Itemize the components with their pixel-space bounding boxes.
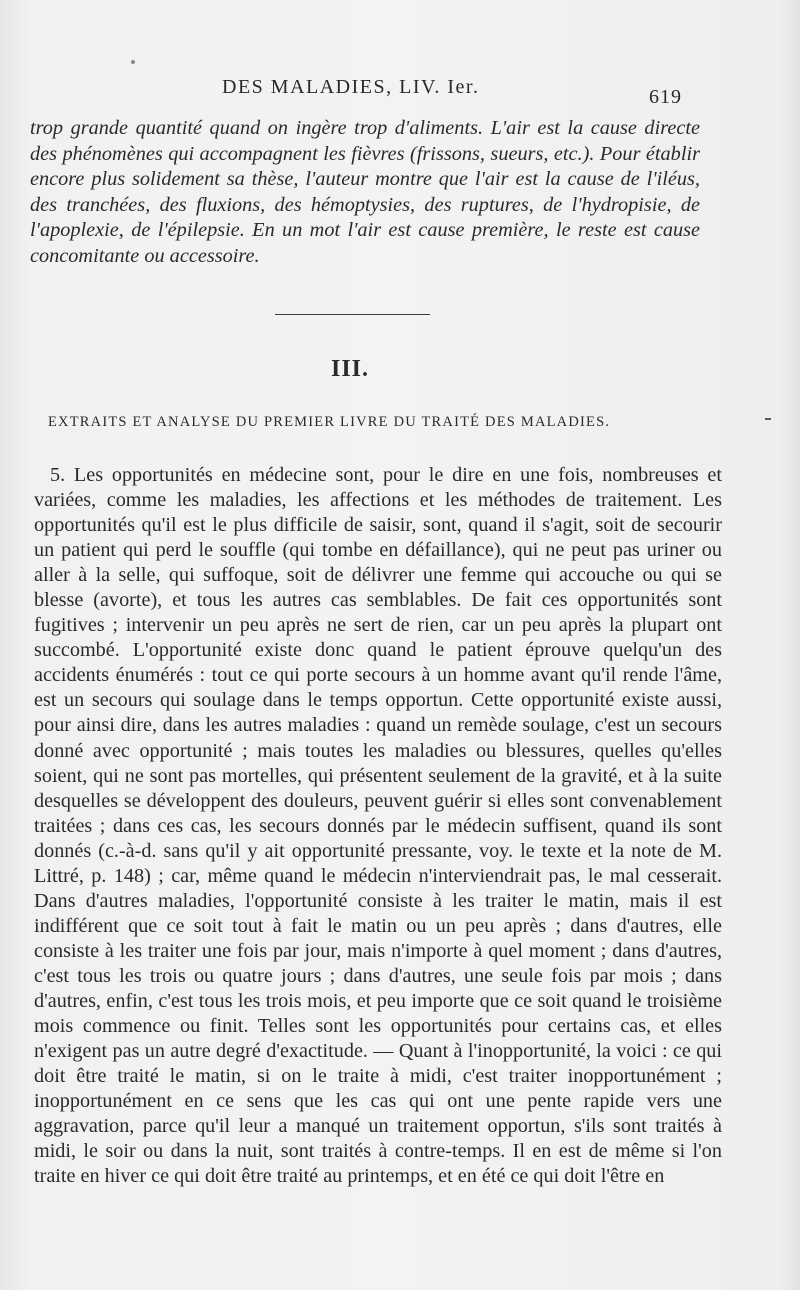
running-title: DES MALADIES, LIV. Ier. <box>222 76 480 98</box>
page-number: 619 <box>649 86 682 108</box>
body-text <box>34 463 722 1189</box>
ink-speck <box>131 60 135 64</box>
section-title: EXTRAITS ET ANALYSE DU PREMIER LIVRE DU TRAITÉ DES MALADIES. <box>48 414 611 430</box>
section-divider <box>275 314 430 315</box>
section-number: III. <box>330 356 370 382</box>
margin-mark <box>765 418 771 420</box>
body-paragraph: 5. Les opportunités en médecine sont, pour le dire en une fois, nombreuses et variées, comme les maladies, les affections et les méthodes de traitement. Les opportunités qu'il est le plus difficile de saisir, sont, quand il s'agit, soit de secourir un patient qui perd le souffle (qui tombe en défaillance), qui ne peut pas uriner ou aller à la selle, qui suffoque, soit de délivrer une femme qui accouche ou qui se blesse (avorte), et tous les autres cas semblables. De fait ces opportunités sont fugitives ; intervenir un peu après ne sert de rien, car un peu après la plupart ont succombé. L'opportunité existe donc quand le patient éprouve quelqu'un des accidents énumérés : tout ce qui porte secours à un homme avant qu'il rende l'âme, est un secours qui soulage dans le temps opportun. Cette opportunité existe aussi, pour ainsi dire, dans les autres maladies : quand un remède soulage, c'est un secours donné avec opportunité ; mais toutes les maladies ou blessures, quelles qu'elles soient, qui ne sont pas mortelles, qui présentent seulement de la gravité, et à la suite desquelles se développent des douleurs, peuvent guérir si elles sont convenablement traitées ; dans ces cas, les secours donnés par le médecin suffisent, quand ils sont donnés (c.-à-d. sans qu'il y ait opportunité pressante, voy. le texte et la note de M. Littré, p. 148) ; car, même quand le médecin n'interviendrait pas, le mal cesserait. Dans d'autres maladies, l'opportunité consiste à les traiter le matin, mais il est indifférent que ce soit tout à fait le matin ou un peu après ; dans d'autres, elle consiste à les traiter une fois par jour, mais n'importe à quel moment ; dans d'autres, c'est tous les trois ou quatre jours ; dans d'autres, une seule fois par mois ; dans d'autres, enfin, c'est tous les trois mois, et peu importe que ce soit quand le troisième mois commence ou finit. Telles sont les opportunités pour certains cas, et elles n'exigent pas un autre degré d'exactitude. — Quant à l'inopportunité, la voici : ce qui doit être traité le matin, si on le traite à midi, c'est traiter inopportunément ; inopportunément en ce sens que les cas qui ont une pente rapide vers une aggravation, parce qu'il leur a manqué un traitement opportun, s'ils sont traités à midi, le soir ou dans la nuit, sont traités à contre-temps. Il en est de même si l'on traite en hiver ce qui doit être traité au printemps, et en été ce qui doit l'être en <box>34 464 722 1188</box>
page-header <box>222 76 690 102</box>
intro-paragraph: trop grande quantité quand on ingère trop d'aliments. L'air est la cause directe des phénomènes qui accompagnent les fièvres (frissons, sueurs, etc.). Pour établir encore plus solidement sa thèse, l'auteur montre que l'air est la cause de l'iléus, des tranchées, des fluxions, des hémoptysies, des ruptures, de l'hydropisie, de l'apoplexie, de l'épilepsie. En un mot l'air est cause première, le reste est cause concomitante ou accessoire. <box>30 117 700 267</box>
